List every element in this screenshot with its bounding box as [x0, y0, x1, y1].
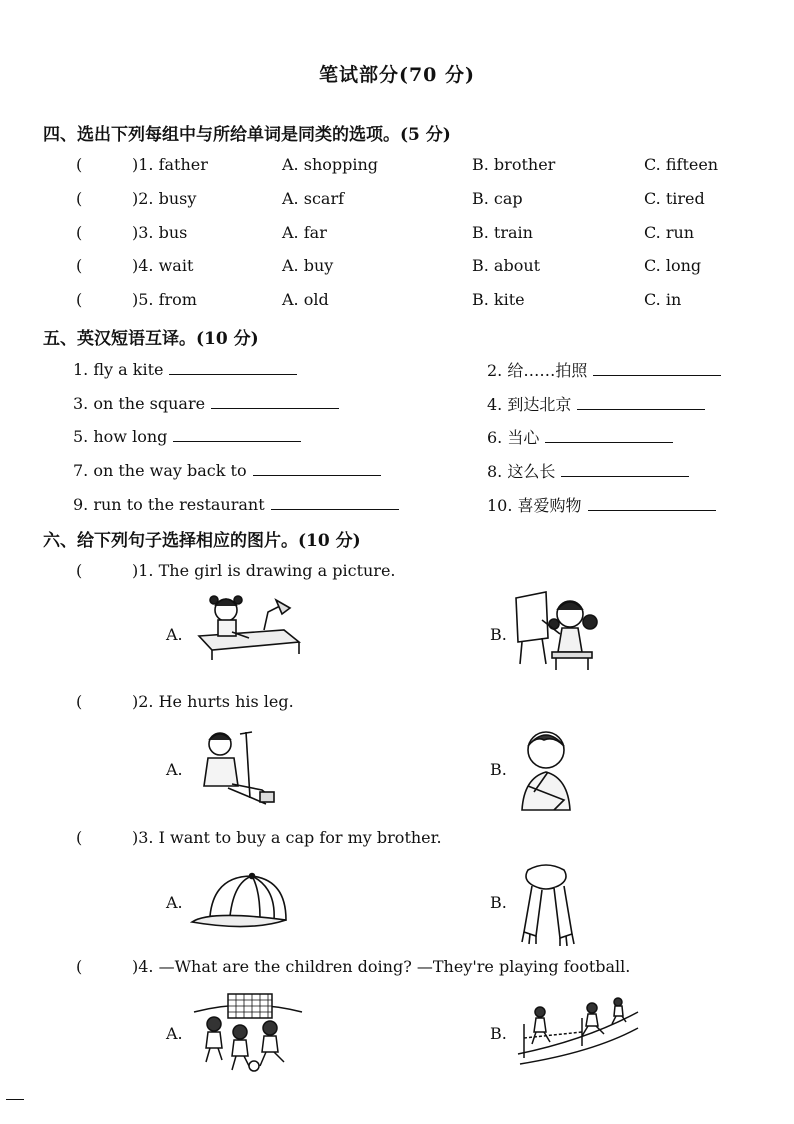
- choice-row-4: [0, 256, 794, 282]
- option-a: A. far: [282, 223, 327, 242]
- page-title: 笔试部分(70 分): [318, 64, 476, 86]
- option-a-label: A.: [166, 760, 183, 779]
- phrase-row-3: [0, 425, 794, 451]
- phrase-en: 3. on the square: [73, 394, 206, 413]
- phrase-en: 9. run to the restaurant: [73, 495, 265, 514]
- answer-blank[interactable]: [253, 459, 381, 476]
- answer-paren[interactable]: (: [76, 189, 83, 208]
- option-a-label: A.: [166, 1024, 183, 1043]
- answer-blank[interactable]: [593, 359, 721, 376]
- phrase-cn: 4. 到达北京: [487, 395, 572, 414]
- phrase-en: 7. on the way back to: [73, 461, 247, 480]
- answer-blank[interactable]: [545, 426, 673, 443]
- question-sentence: )3. I want to buy a cap for my brother.: [132, 828, 442, 847]
- girl-writing-at-desk-image[interactable]: [194, 590, 304, 662]
- option-a: A. old: [282, 290, 329, 309]
- phrase-en: 1. fly a kite: [73, 360, 164, 379]
- answer-blank[interactable]: [271, 493, 399, 510]
- choice-row-5: [0, 290, 794, 316]
- question-word: )3. bus: [132, 223, 188, 242]
- option-b: B. brother: [472, 155, 556, 174]
- option-c: C. run: [644, 223, 695, 242]
- answer-blank[interactable]: [577, 393, 705, 410]
- option-c: C. tired: [644, 189, 705, 208]
- children-running-race-image[interactable]: [516, 994, 640, 1066]
- section-6-heading: 六、给下列句子选择相应的图片。(10 分): [43, 531, 361, 551]
- answer-paren[interactable]: (: [76, 692, 83, 711]
- answer-paren[interactable]: (: [76, 957, 83, 976]
- option-a: A. buy: [282, 256, 334, 275]
- phrase-row-5: [0, 493, 794, 519]
- question-word: )1. father: [132, 155, 208, 174]
- scarf-image[interactable]: [514, 862, 578, 946]
- phrase-row-1: [0, 358, 794, 384]
- boy-with-crutch-image[interactable]: [192, 728, 284, 808]
- answer-paren[interactable]: (: [76, 155, 83, 174]
- phrase-cn: 6. 当心: [487, 428, 540, 447]
- option-b-label: B.: [490, 1024, 507, 1043]
- answer-blank[interactable]: [561, 460, 689, 477]
- section-5-heading: 五、英汉短语互译。(10 分): [43, 329, 259, 349]
- phrase-cn: 10. 喜爱购物: [487, 496, 582, 515]
- cap-image[interactable]: [190, 870, 294, 936]
- section-4-heading: 四、选出下列每组中与所给单词是同类的选项。(5 分): [43, 125, 451, 145]
- page-edge-mark: [6, 1099, 24, 1100]
- question-sentence: )2. He hurts his leg.: [132, 692, 294, 711]
- question-word: )4. wait: [132, 256, 194, 275]
- picture-question-1: [0, 561, 794, 587]
- picture-question-2: [0, 692, 794, 718]
- answer-paren[interactable]: (: [76, 290, 83, 309]
- answer-paren[interactable]: (: [76, 561, 83, 580]
- option-b-label: B.: [490, 760, 507, 779]
- phrase-en: 5. how long: [73, 427, 168, 446]
- answer-paren[interactable]: (: [76, 828, 83, 847]
- option-c: C. in: [644, 290, 682, 309]
- question-sentence: )4. —What are the children doing? —They're playing football.: [132, 957, 631, 976]
- option-b: B. about: [472, 256, 541, 275]
- option-a-label: A.: [166, 893, 183, 912]
- option-a: A. shopping: [282, 155, 379, 174]
- option-b: B. cap: [472, 189, 523, 208]
- boy-with-arm-sling-image[interactable]: [514, 726, 584, 812]
- answer-blank[interactable]: [211, 392, 339, 409]
- option-a-label: A.: [166, 625, 183, 644]
- phrase-row-2: [0, 392, 794, 418]
- option-c: C. long: [644, 256, 702, 275]
- option-c: C. fifteen: [644, 155, 719, 174]
- phrase-row-4: [0, 459, 794, 485]
- option-b: B. kite: [472, 290, 525, 309]
- picture-question-3: [0, 828, 794, 854]
- answer-paren[interactable]: (: [76, 223, 83, 242]
- answer-blank[interactable]: [169, 358, 297, 375]
- option-b: B. train: [472, 223, 533, 242]
- answer-paren[interactable]: (: [76, 256, 83, 275]
- choice-row-2: [0, 189, 794, 215]
- question-word: )2. busy: [132, 189, 197, 208]
- question-word: )5. from: [132, 290, 197, 309]
- option-a: A. scarf: [282, 189, 345, 208]
- question-sentence: )1. The girl is drawing a picture.: [132, 561, 396, 580]
- phrase-cn: 8. 这么长: [487, 462, 556, 481]
- choice-row-1: [0, 155, 794, 181]
- phrase-cn: 2. 给……拍照: [487, 361, 588, 380]
- children-playing-football-image[interactable]: [192, 990, 304, 1074]
- choice-row-3: [0, 223, 794, 249]
- option-b-label: B.: [490, 893, 507, 912]
- answer-blank[interactable]: [173, 425, 301, 442]
- girl-painting-at-easel-image[interactable]: [512, 590, 608, 672]
- option-b-label: B.: [490, 625, 507, 644]
- picture-question-4: [0, 957, 794, 983]
- answer-blank[interactable]: [588, 494, 716, 511]
